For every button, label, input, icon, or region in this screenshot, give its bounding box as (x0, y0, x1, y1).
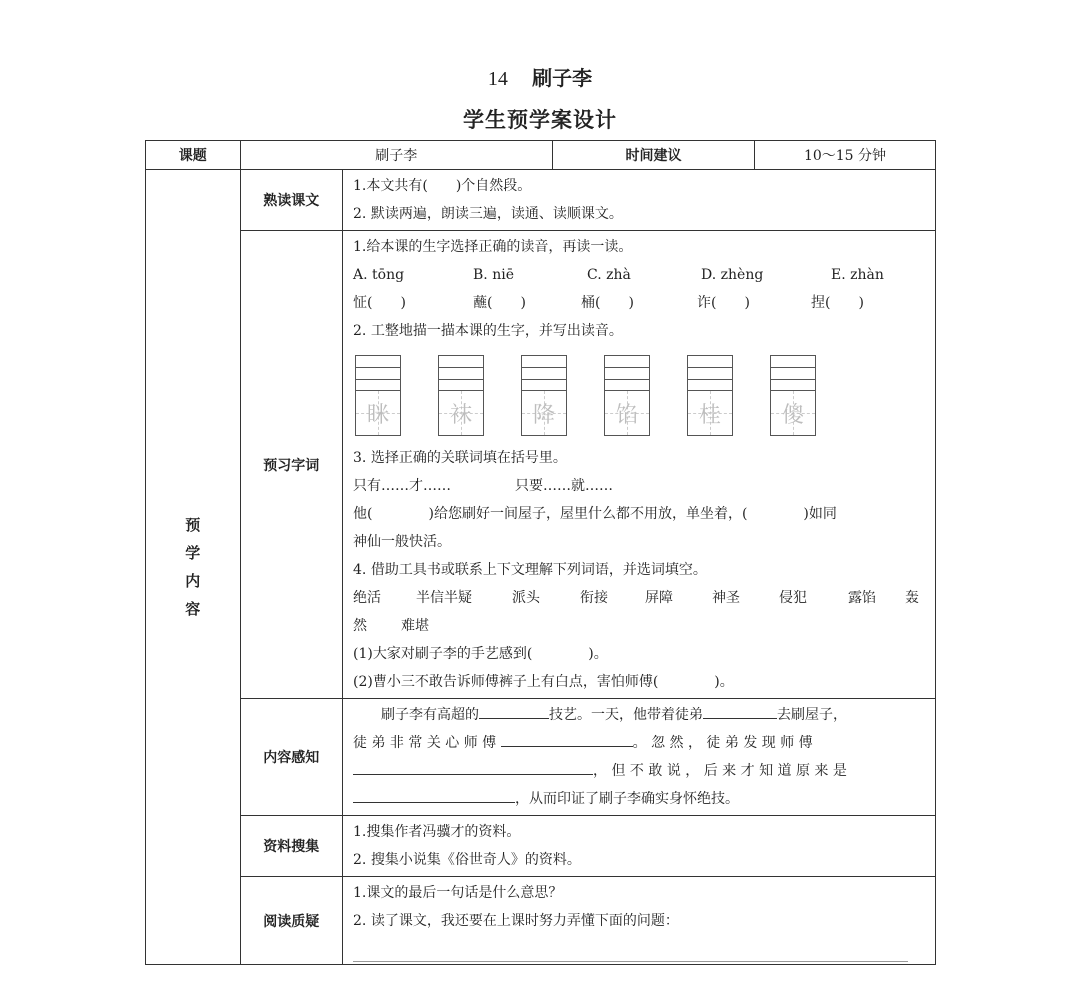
reading-item-2: 2. 默读两遍，朗读三遍，读通、读顺课文。 (353, 206, 623, 222)
questions-label: 阅读质疑 (240, 877, 342, 965)
questions-content (343, 877, 936, 965)
word-bank: 绝活 半信半疑 派头 衔接 屏障 神圣 侵犯 露馅 轰 (353, 590, 920, 606)
research-row (146, 816, 936, 877)
preview-q3: 3. 选择正确的关联词填在括号里。 (353, 450, 567, 466)
time-label: 时间建议 (553, 141, 755, 170)
answer-line (353, 943, 908, 962)
question-item-1: 1.课文的最后一句话是什么意思？ (353, 885, 563, 901)
content-row (146, 699, 936, 816)
research-item-2: 2. 搜集小说集《俗世奇人》的资料。 (353, 852, 581, 868)
content-line-1: 刷子李有高超的 技艺。一天，他带着徒弟 去刷屋子， (381, 707, 848, 723)
word-bank-cont: 然 难堪 (353, 618, 430, 634)
trace-box: 眯 (355, 355, 401, 436)
q3-sentence-2: 神仙一般快活。 (353, 534, 452, 550)
content-line-2: 徒 弟 非 常 关 心 师 傅 。 忽 然 ， 徒 弟 发 现 师 傅 (353, 735, 813, 751)
time-value: 10～15 分钟 (754, 141, 935, 170)
preview-label: 预习字词 (240, 231, 342, 699)
page-subtitle: 学生预学案设计 (463, 108, 617, 132)
trace-box: 傻 (770, 355, 816, 436)
topic-value: 刷子李 (240, 141, 552, 170)
reading-content (343, 170, 936, 231)
questions-row (146, 877, 936, 965)
char-options: 怔( ) 蘸( ) 桶( ) 诈( ) 捏( ) (353, 295, 864, 311)
fill-sentence-2: (2)曹小三不敢告诉师傅裤子上有白点，害怕师傅( )。 (353, 674, 734, 690)
lesson-number: 14 (487, 68, 508, 90)
lesson-title: 刷子李 (532, 66, 593, 90)
preview-q1: 1.给本课的生字选择正确的读音，再读一读。 (353, 239, 633, 255)
preview-content (343, 231, 936, 699)
section-label: 预 学 内 容 (146, 170, 241, 965)
worksheet-table (145, 140, 936, 965)
content-label: 内容感知 (240, 699, 342, 816)
preview-q2: 2. 工整地描一描本课的生字，并写出读音。 (353, 323, 623, 339)
reading-item-1: 1.本文共有( )个自然段。 (353, 178, 532, 194)
fill-sentence-1: (1)大家对刷子李的手艺感到( )。 (353, 646, 608, 662)
content-line-3: ， 但 不 敢 说 ， 后 来 才 知 道 原 来 是 (353, 757, 925, 785)
question-item-2: 2. 读了课文，我还要在上课时努力弄懂下面的问题： (353, 913, 679, 929)
trace-box: 桂 (687, 355, 733, 436)
preview-q4: 4. 借助工具书或联系上下文理解下列词语，并选词填空。 (353, 562, 707, 578)
research-item-1: 1.搜集作者冯骥才的资料。 (353, 824, 521, 840)
content-line-4: ，从而印证了刷子李确实身怀绝技。 (353, 785, 925, 813)
lesson-heading (0, 62, 1080, 91)
conjunction-options: 只有……才…… 只要……就…… (353, 478, 614, 494)
content-body (343, 699, 936, 816)
topic-label: 课题 (146, 141, 241, 170)
reading-label: 熟读课文 (240, 170, 342, 231)
trace-box: 袜 (438, 355, 484, 436)
research-label: 资料搜集 (240, 816, 342, 877)
pinyin-options: A. tōng B. niē C. zhà D. zhèng E. zhàn (353, 267, 884, 283)
trace-grid (353, 345, 925, 444)
trace-box: 馅 (604, 355, 650, 436)
research-content (343, 816, 936, 877)
info-row (146, 141, 936, 170)
trace-box: 降 (521, 355, 567, 436)
preview-row (146, 231, 936, 699)
q3-sentence-1: 他( )给您刷好一间屋子，屋里什么都不用放，单坐着，( )如同 (353, 506, 837, 522)
reading-row (146, 170, 936, 231)
